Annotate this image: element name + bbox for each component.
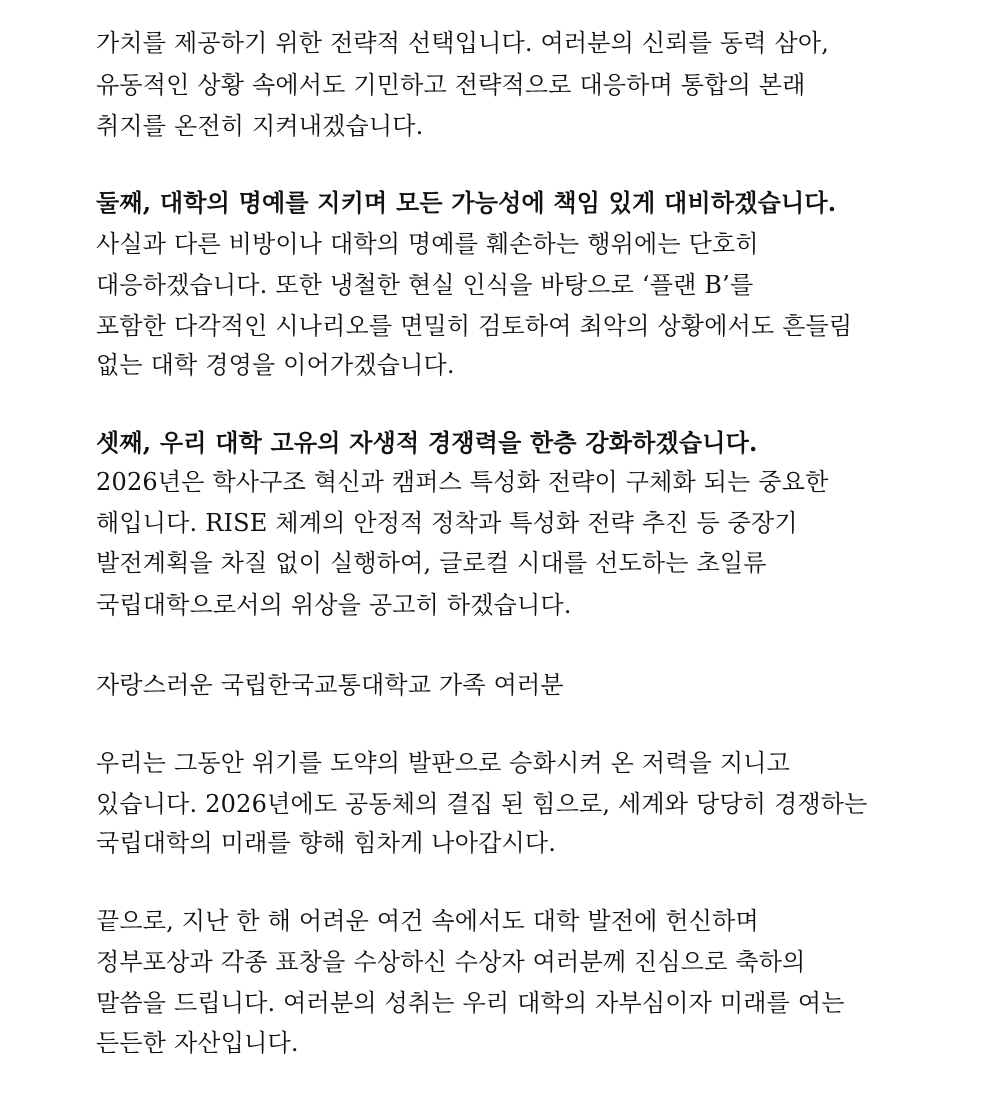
paragraph-5-line-4: 든든한 자산입니다. <box>96 1029 299 1057</box>
paragraph-2-line-3: 포함한 다각적인 시나리오를 면밀히 검토하여 최악의 상황에서도 흔들림 <box>96 312 853 340</box>
paragraph-3-line-4: 국립대학으로서의 위상을 공고히 하겠습니다. <box>96 591 572 619</box>
paragraph-5-line-1: 끝으로, 지난 한 해 어려운 여건 속에서도 대학 발전에 헌신하며 <box>96 907 759 935</box>
paragraph-3-line-3: 발전계획을 차질 없이 실행하여, 글로컬 시대를 선도하는 초일류 <box>96 549 767 577</box>
heading-third: 셋째, 우리 대학 고유의 자생적 경쟁력을 한층 강화하겠습니다. <box>96 428 758 457</box>
paragraph-4-line-1: 우리는 그동안 위기를 도약의 발판으로 승화시켜 온 저력을 지니고 <box>96 749 790 777</box>
paragraph-1-line-2: 유동적인 상황 속에서도 기민하고 전략적으로 대응하며 통합의 본래 <box>96 71 806 99</box>
paragraph-5-line-3: 말씀을 드립니다. 여러분의 성취는 우리 대학의 자부심이자 미래를 여는 <box>96 989 845 1017</box>
paragraph-3-line-1: 2026년은 학사구조 혁신과 캠퍼스 특성화 전략이 구체화 되는 중요한 <box>96 468 829 496</box>
paragraph-3-line-2: 해입니다. RISE 체계의 안정적 정착과 특성화 전략 추진 등 중장기 <box>96 509 798 537</box>
address-line: 자랑스러운 국립한국교통대학교 가족 여러분 <box>96 671 564 699</box>
paragraph-1-line-3: 취지를 온전히 지켜내겠습니다. <box>96 112 424 140</box>
paragraph-2-line-1: 사실과 다른 비방이나 대학의 명예를 훼손하는 행위에는 단호히 <box>96 230 759 258</box>
paragraph-2-line-4: 없는 대학 경영을 이어가겠습니다. <box>96 351 455 379</box>
paragraph-5-line-2: 정부포상과 각종 표창을 수상하신 수상자 여러분께 진심으로 축하의 <box>96 948 806 976</box>
paragraph-4-line-2: 있습니다. 2026년에도 공동체의 결집 된 힘으로, 세계와 당당히 경쟁하는 <box>96 790 868 818</box>
heading-second: 둘째, 대학의 명예를 지키며 모든 가능성에 책임 있게 대비하겠습니다. <box>96 188 837 217</box>
paragraph-1-line-1: 가치를 제공하기 위한 전략적 선택입니다. 여러분의 신뢰를 동력 삼아, <box>96 29 830 57</box>
paragraph-2-line-2: 대응하겠습니다. 또한 냉철한 현실 인식을 바탕으로 ‘플랜 B’를 <box>96 271 754 299</box>
paragraph-4-line-3: 국립대학의 미래를 향해 힘차게 나아갑시다. <box>96 829 557 857</box>
